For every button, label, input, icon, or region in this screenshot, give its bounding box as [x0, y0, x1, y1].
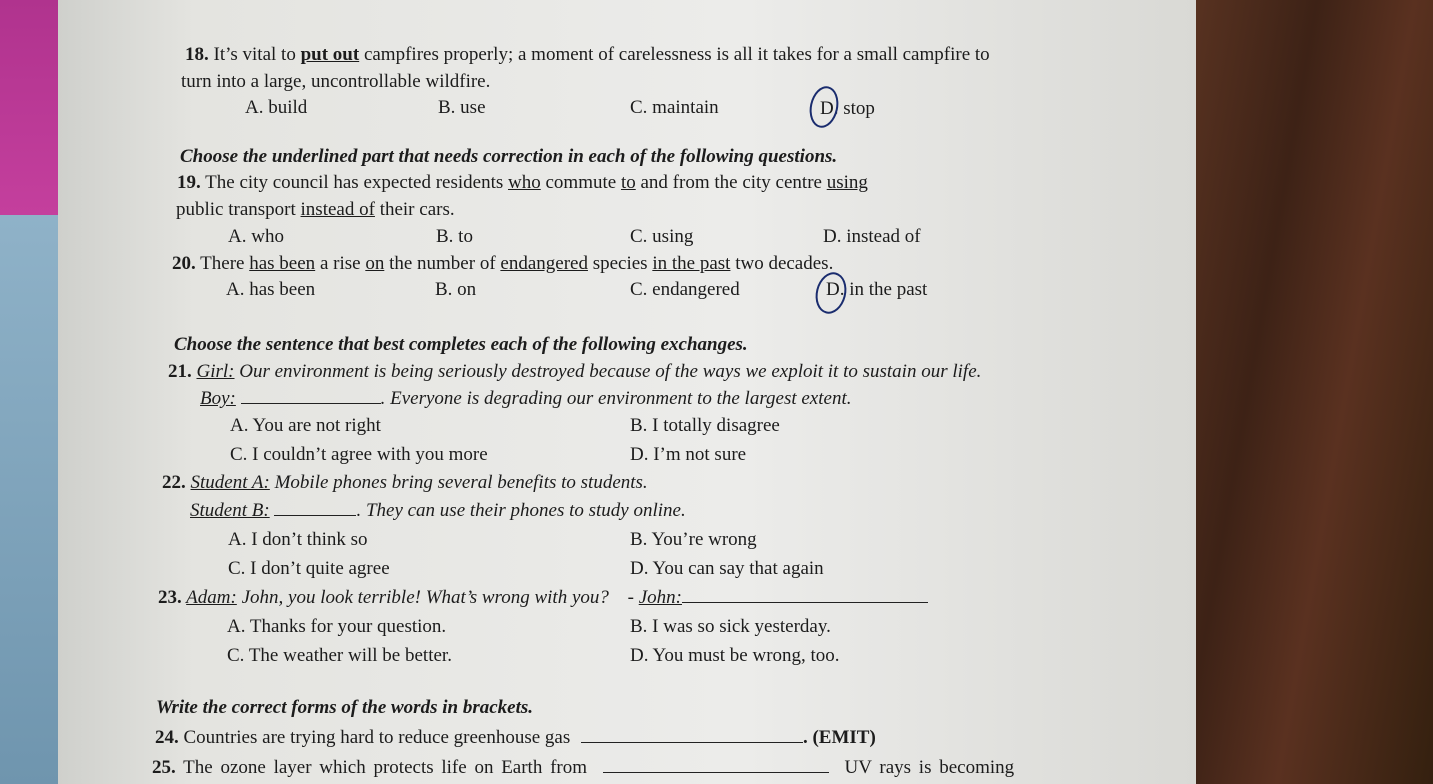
q18-option-d: D. stop: [820, 98, 875, 119]
answer-blank[interactable]: [274, 501, 356, 516]
question-number: 24.: [155, 727, 179, 748]
answer-circle-mark: [806, 84, 842, 131]
question-number: 20.: [172, 253, 196, 274]
q20-option-b: B. on: [435, 279, 477, 300]
question-number: 22.: [162, 472, 186, 493]
question-25: 25. The ozone layer which protects life on Earth from UV rays is becoming: [152, 757, 1015, 778]
section-heading-exchanges: Choose the sentence that best completes each of the following exchanges.: [174, 334, 748, 355]
q23-option-a: A. Thanks for your question.: [227, 616, 447, 637]
worksheet-page: [58, 0, 1196, 784]
q22-option-d: D. You can say that again: [630, 558, 824, 579]
speaker-label: Student A:: [190, 472, 270, 493]
question-21-line-2: Boy: . Everyone is degrading our environment to the largest extent.: [200, 388, 852, 409]
question-23: 23. Adam: John, you look terrible! What’s wrong with you? - John:: [158, 587, 928, 609]
question-24: 24. Countries are trying hard to reduce greenhouse gas . (EMIT): [155, 727, 876, 748]
question-number: 21.: [168, 361, 192, 382]
question-number: 25.: [152, 757, 176, 778]
word-hint: . (EMIT): [802, 727, 876, 748]
speaker-label: Girl:: [196, 361, 235, 382]
question-number: 23.: [158, 587, 182, 608]
answer-blank[interactable]: [682, 588, 928, 603]
q20-option-a: A. has been: [226, 279, 316, 300]
question-19-line-2: public transport instead of their cars.: [176, 199, 455, 220]
answer-blank[interactable]: [603, 758, 829, 773]
speaker-label: Student B:: [190, 500, 270, 521]
q21-option-b: B. I totally disagree: [630, 415, 780, 436]
speaker-label: Boy:: [200, 388, 236, 409]
q23-option-c: C. The weather will be better.: [227, 645, 452, 666]
q18-option-c: C. maintain: [630, 97, 719, 118]
q19-option-b: B. to: [436, 226, 473, 247]
q22-option-b: B. You’re wrong: [630, 529, 757, 550]
wooden-table-background: [1180, 0, 1433, 784]
q22-option-c: C. I don’t quite agree: [228, 558, 390, 579]
question-22-line-1: 22. Student A: Mobile phones bring several benefits to students.: [162, 472, 648, 493]
q20-option-d: D. in the past: [826, 279, 928, 300]
q19-option-a: A. who: [228, 226, 284, 247]
section-heading-correction: Choose the underlined part that needs correction in each of the following questions.: [180, 146, 838, 167]
question-number: 19.: [177, 172, 201, 193]
question-20: 20. There has been a rise on the number of endangered species in the past two decades.: [172, 253, 834, 274]
answer-blank[interactable]: [581, 728, 803, 743]
q22-option-a: A. I don’t think so: [228, 529, 368, 550]
answer-circle-mark: [811, 269, 850, 317]
q18-option-b: B. use: [438, 97, 486, 118]
underlined-phrase: put out: [300, 44, 360, 65]
q21-option-c: C. I couldn’t agree with you more: [230, 444, 488, 465]
q21-option-d: D. I’m not sure: [630, 444, 747, 465]
speaker-label: Adam:: [186, 587, 237, 608]
question-18-line-2: turn into a large, uncontrollable wildfire.: [181, 71, 491, 92]
q19-option-d: D. instead of: [823, 226, 921, 247]
question-19-line-1: 19. The city council has expected residents who commute to and from the city centre using: [177, 172, 868, 193]
speaker-label: John:: [638, 587, 682, 608]
q23-option-d: D. You must be wrong, too.: [630, 645, 840, 666]
q18-option-a: A. build: [245, 97, 308, 118]
q19-option-c: C. using: [630, 226, 694, 247]
question-18-line-1: 18. It’s vital to put out campfires properly; a moment of carelessness is all it takes for a small campfire to: [185, 44, 990, 65]
question-21-line-1: 21. Girl: Our environment is being seriously destroyed because of the ways we exploit it to sustain our life.: [168, 361, 982, 382]
q23-option-b: B. I was so sick yesterday.: [630, 616, 831, 637]
q20-option-c: C. endangered: [630, 279, 740, 300]
question-number: 18.: [185, 44, 209, 65]
section-heading-word-forms: Write the correct forms of the words in brackets.: [156, 697, 534, 718]
q21-option-a: A. You are not right: [230, 415, 381, 436]
answer-blank[interactable]: [241, 389, 381, 404]
question-22-line-2: Student B: . They can use their phones to study online.: [190, 500, 686, 521]
